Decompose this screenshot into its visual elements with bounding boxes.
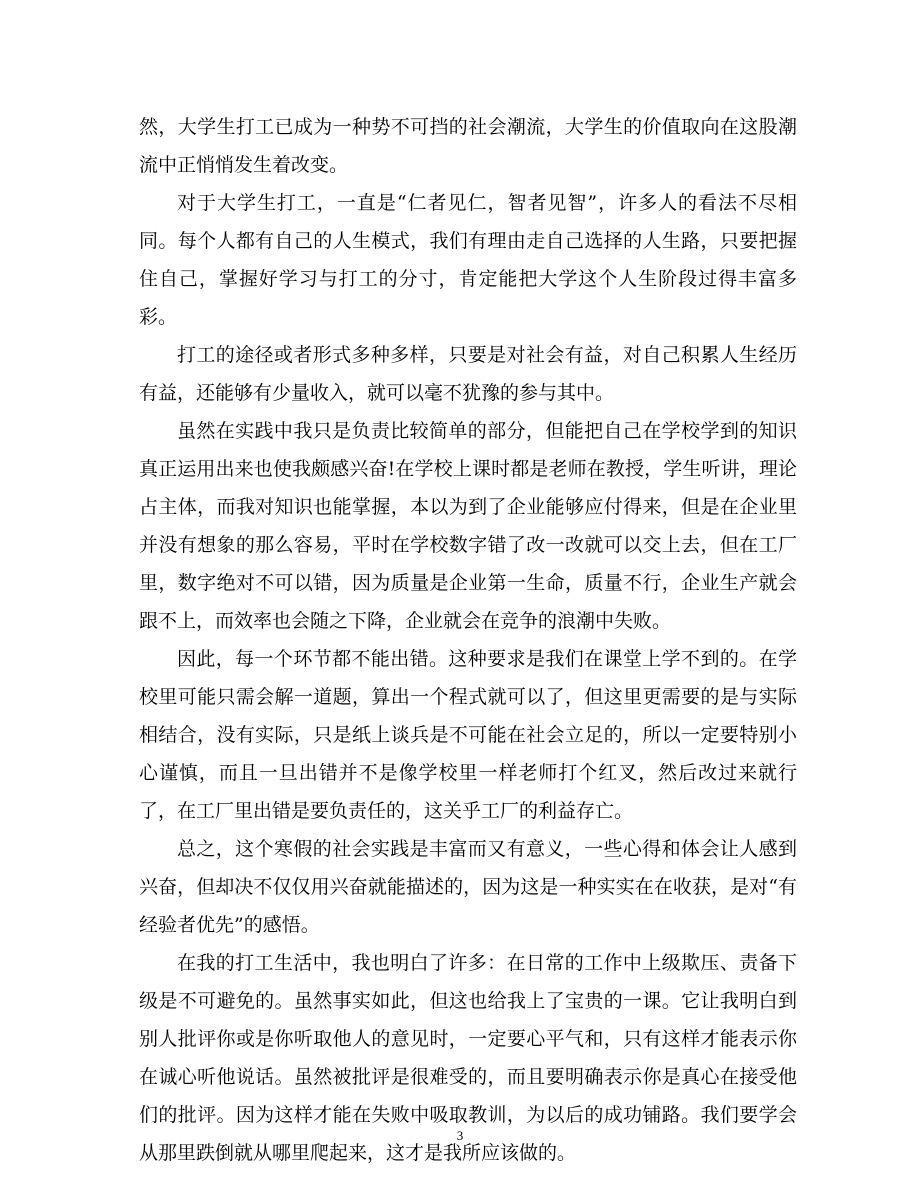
paragraph: 因此，每一个环节都不能出错。这种要求是我们在课堂上学不到的。在学校里可能只需会解一道题，算出一个程式就可以了，但这里更需要的是与实际相结合，没有实际，只是纸上谈兵是不可能在社会立足的，所以一定要特别小心谨慎，而且一旦出错并不是像学校里一样老师打个红叉，然后改过来就行了，在工厂里出错是要负责任的，这关乎工厂的利益存亡。 [139, 648, 797, 822]
paragraph: 虽然在实践中我只是负责比较简单的部分，但能把自己在学校学到的知识真正运用出来也使我颇感兴奋!在学校上课时都是老师在教授，学生听讲，理论占主体，而我对知识也能掌握，本以为到了企业能够应付得来，但是在企业里并没有想象的那么容易，平时在学校数字错了改一改就可以交上去，但在工厂里，数字绝对不可以错，因为质量是企业第一生命，质量不行，企业生产就会跟不上，而效率也会随之下降，企业就会在竞争的浪潮中失败。 [139, 420, 797, 632]
paragraph: 打工的途径或者形式多种多样，只要是对社会有益，对自己积累人生经历有益，还能够有少量收入，就可以毫不犹豫的参与其中。 [139, 344, 797, 404]
paragraph-continued: 然，大学生打工已成为一种势不可挡的社会潮流，大学生的价值取向在这股潮流中正悄悄发生着改变。 [139, 116, 797, 176]
paragraph: 在我的打工生活中，我也明白了许多：在日常的工作中上级欺压、责备下级是不可避免的。虽然事实如此，但这也给我上了宝贵的一课。它让我明白到别人批评你或是你听取他人的意见时，一定要心平气和，只有这样才能表示你在诚心听他说话。虽然被批评是很难受的，而且要明确表示你是真心在接受他们的批评。因为这样才能在失败中吸取教训，为以后的成功铺路。我们要学会从那里跌倒就从哪里爬起来，这才是我所应该做的。 [139, 952, 797, 1164]
page-number: 3 [456, 1128, 464, 1143]
paragraph: 总之，这个寒假的社会实践是丰富而又有意义，一些心得和体会让人感到兴奋，但却决不仅仅用兴奋就能描述的，因为这是一种实实在在收获，是对“有经验者优先”的感悟。 [139, 838, 797, 936]
body-text [139, 108, 797, 1172]
paragraph: 对于大学生打工，一直是“仁者见仁，智者见智”，许多人的看法不尽相同。每个人都有自己的人生模式，我们有理由走自己选择的人生路，只要把握住自己，掌握好学习与打工的分寸，肯定能把大学这个人生阶段过得丰富多彩。 [139, 192, 797, 328]
